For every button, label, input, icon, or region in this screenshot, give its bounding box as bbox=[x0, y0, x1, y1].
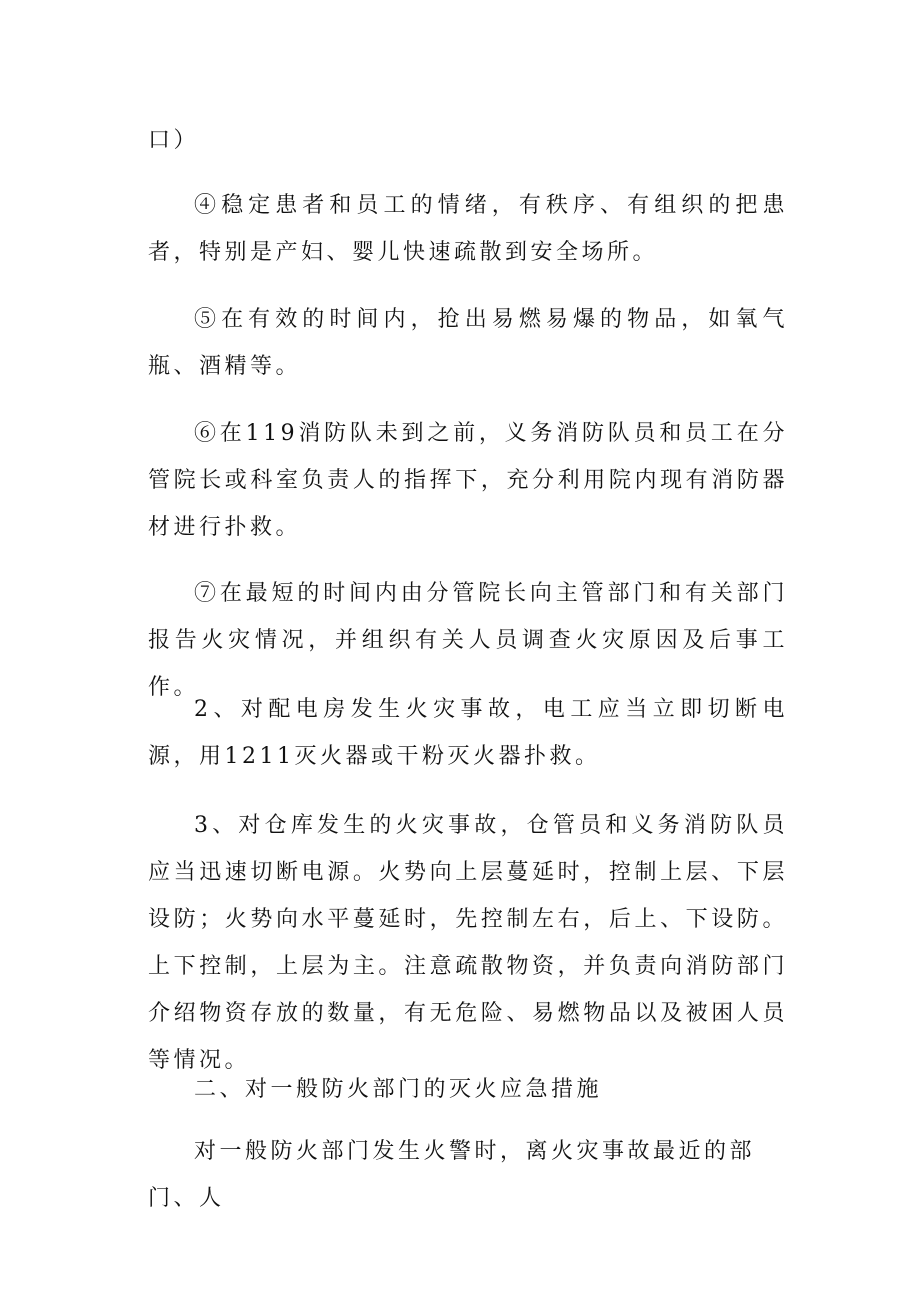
paragraph-section-2: 2、对配电房发生火灾事故，电工应当立即切断电源，用1211灭火器或干粉灭火器扑救。 bbox=[148, 697, 788, 769]
paragraph-section-3: 3、对仓库发生的火灾事故，仓管员和义务消防队员应当迅速切断电源。火势向上层蔓延时，控制上层、下层设防；火势向水平蔓延时，先控制左右，后上、下设防。上下控制，上层为主。注意疏散物资，并负责向消防部门介绍物资存放的数量，有无危险、易燃物品以及被困人员等情况。 bbox=[148, 813, 788, 1073]
paragraph-continuation: 口） bbox=[148, 128, 200, 153]
section-heading: 二、对一般防火部门的灭火应急措施 bbox=[194, 1077, 603, 1102]
paragraph-last-line: 对一般防火部门发生火警时，离火灾事故最近的部门、人 bbox=[148, 1139, 756, 1211]
paragraph-item-7: ⑦在最短的时间内由分管院长向主管部门和有关部门报告火灾情况，并组织有关人员调查火灾原因及后事工作。 bbox=[148, 581, 788, 700]
paragraph-item-6: ⑥在119消防队未到之前，义务消防队员和员工在分管院长或科室负责人的指挥下，充分利用院内现有消防器材进行扑救。 bbox=[148, 421, 788, 540]
paragraph-item-4: ④稳定患者和员工的情绪，有秩序、有组织的把患者，特别是产妇、婴儿快速疏散到安全场所。 bbox=[148, 193, 788, 265]
paragraph-item-5: ⑤在有效的时间内，抢出易燃易爆的物品，如氧气瓶、酒精等。 bbox=[148, 307, 788, 379]
